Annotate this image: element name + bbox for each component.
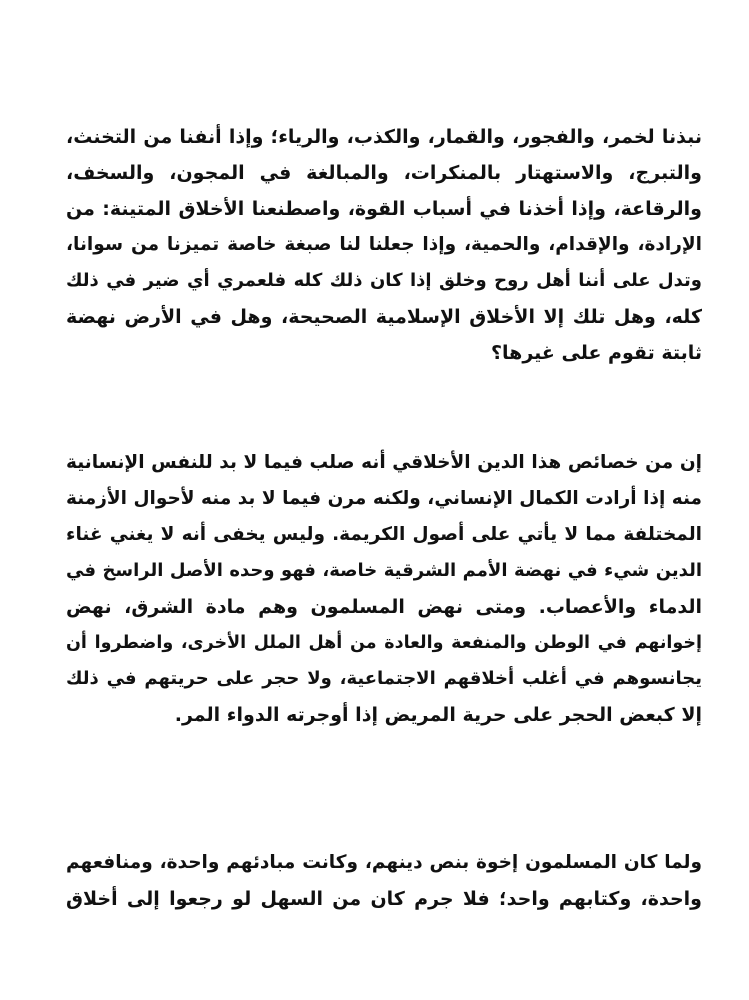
paragraph-2	[66, 445, 702, 733]
text-line: ولما كان المسلمون إخوة بنص دينهم، وكانت مبادئهم واحدة، ومنافعهم	[66, 852, 702, 873]
text-line: المختلفة مما لا يأتي على أصول الكريمة. وليس يخفى أنه لا يغني غناء	[66, 524, 702, 545]
paragraph-3	[66, 845, 702, 917]
text-line: والرقاعة، وإذا أخذنا في أسباب القوة، واصطنعنا الأخلاق المتينة: من	[66, 198, 702, 220]
text-line: منه إذا أرادت الكمال الإنساني، ولكنه مرن فيما لا بد منه لأحوال الأزمنة	[66, 488, 702, 509]
text-line: ثابتة تقوم على غيرها؟	[490, 342, 702, 364]
text-line: نبذنا لخمر، والفجور، والقمار، والكذب، والرياء؛ وإذا أنفنا من التخنث،	[66, 126, 702, 148]
text-line: إن من خصائص هذا الدين الأخلاقي أنه صلب فيما لا بد للنفس الإنسانية	[66, 452, 702, 473]
paragraph-1	[66, 119, 702, 371]
text-line: واحدة، وكتابهم واحد؛ فلا جرم كان من السهل لو رجعوا إلى أخلاق	[66, 888, 702, 910]
text-line: الإرادة، والإقدام، والحمية، وإذا جعلنا لنا صبغة خاصة تميزنا من سوانا،	[66, 234, 702, 255]
text-line: الدماء والأعصاب. ومتى نهض المسلمون وهم مادة الشرق، نهض	[66, 596, 702, 618]
text-line: إخوانهم في الوطن والمنفعة والعادة من أهل الملل الأخرى، واضطروا أن	[66, 633, 702, 653]
text-line: يجانسوهم في أغلب أخلاقهم الاجتماعية، ولا حجر على حريتهم في ذلك	[66, 668, 702, 689]
text-line: والتبرج، والاستهتار بالمنكرات، والمبالغة في المجون، والسخف،	[66, 162, 702, 184]
text-line: إلا كبعض الحجر على حرية المريض إذا أوجرته الدواء المر.	[174, 704, 702, 726]
text-line: كله، وهل تلك إلا الأخلاق الإسلامية الصحيحة، وهل في الأرض نهضة	[66, 306, 702, 328]
text-line: الدين شيء في نهضة الأمم الشرقية خاصة، فهو وحده الأصل الراسخ في	[66, 560, 702, 581]
text-line: وتدل على أننا أهل روح وخلق إذا كان ذلك كله فلعمري أي ضير في ذلك	[66, 270, 702, 291]
